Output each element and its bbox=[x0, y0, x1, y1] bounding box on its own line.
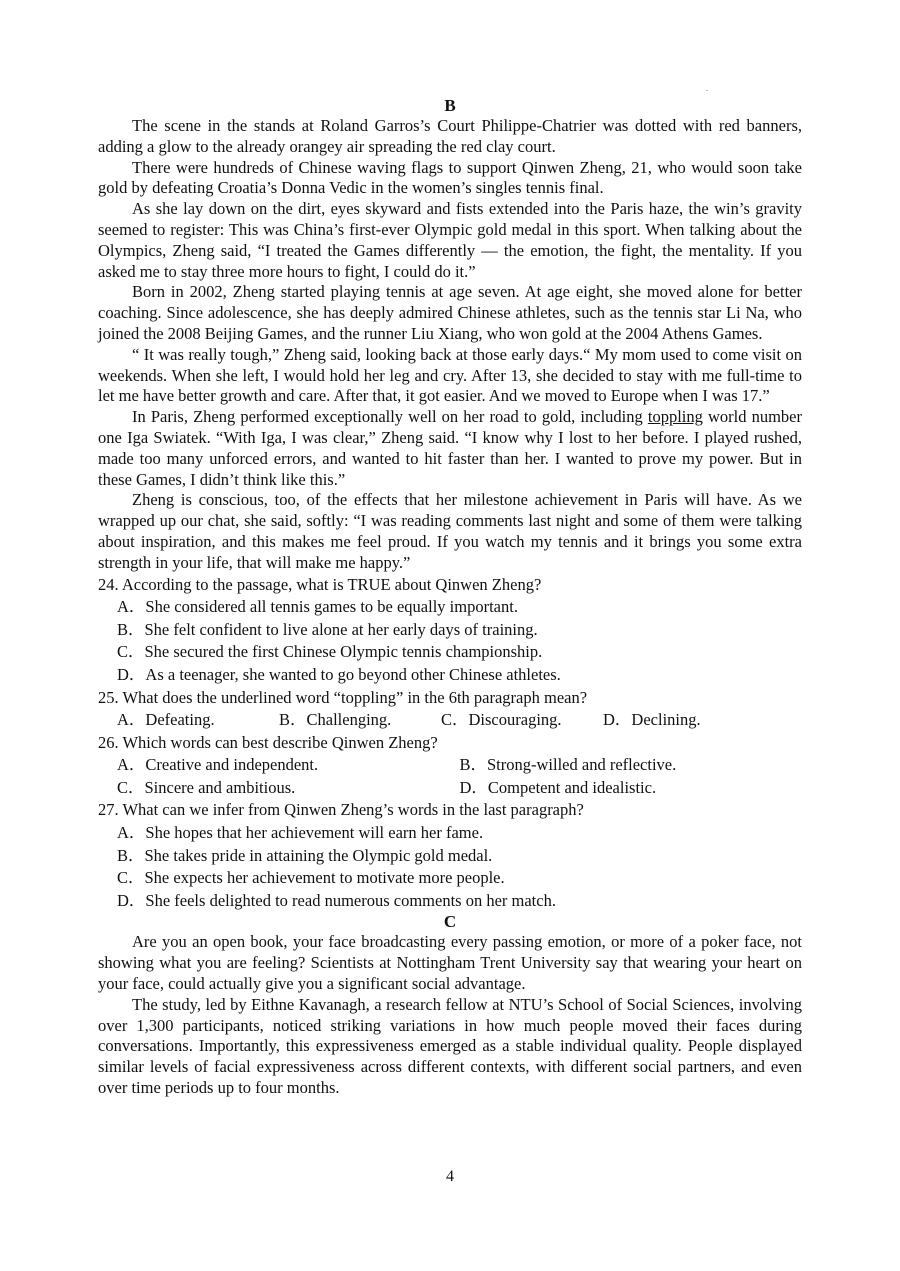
question-25-option-b: B．Challenging. bbox=[279, 710, 392, 730]
question-26-options-row-1 bbox=[98, 754, 802, 777]
question-26-option-b: B．Strong-willed and reflective. bbox=[459, 755, 677, 775]
p6-text-before: In Paris, Zheng performed exceptionally well on her road to gold, including bbox=[132, 407, 648, 427]
question-25-stem: 25. What does the underlined word “toppling” in the 6th paragraph mean? bbox=[98, 687, 588, 707]
section-b-paragraph-2: There were hundreds of Chinese waving flags to support Qinwen Zheng, 21, who would soon take gold by defeating Croatia’s Donna Vedic in the women’s singles tennis final. bbox=[98, 157, 802, 198]
question-26-stem: 26. Which words can best describe Qinwen Zheng? bbox=[98, 732, 438, 752]
question-26-option-a: A．Creative and independent. bbox=[117, 755, 319, 775]
section-b-paragraph-3: As she lay down on the dirt, eyes skyward and fists extended into the Paris haze, the win’s gravity seemed to register: This was China’s first-ever Olympic gold medal in this sport. When talking about the Olympics, Zheng said, “I treated the Games differently — the emotion, the fight, the mentality. If you asked me to stay three more hours to fight, I could do it.” bbox=[98, 199, 802, 281]
question-25-option-a: A．Defeating. bbox=[117, 710, 215, 730]
question-26-options-row-2 bbox=[98, 777, 802, 800]
question-25-option-c: C．Discouraging. bbox=[441, 710, 562, 730]
page-number: 4 bbox=[446, 1168, 454, 1185]
p6-text-after: world number one Iga Swiatek. “With Iga, I was clear,” Zheng said. “I know why I lost to her before. I played rushed, made too many unforced errors, and wanted to hit faster than her. I wanted to prove my power. But in these Games, I didn’t think like this.” bbox=[98, 407, 802, 489]
question-25-option-d: D．Declining. bbox=[603, 710, 701, 730]
question-27-option-a: A．She hopes that her achievement will earn her fame. bbox=[117, 823, 484, 843]
question-27-option-b: B．She takes pride in attaining the Olympic gold medal. bbox=[117, 845, 493, 865]
question-27-stem: 27. What can we infer from Qinwen Zheng’s words in the last paragraph? bbox=[98, 800, 584, 820]
section-c-heading: C bbox=[443, 912, 457, 932]
question-24-option-b: B．She felt confident to live alone at her early days of training. bbox=[117, 619, 538, 639]
question-27-option-c: C．She expects her achievement to motivate more people. bbox=[117, 868, 505, 888]
exam-page bbox=[98, 96, 802, 1099]
section-b-paragraph-7: Zheng is conscious, too, of the effects that her milestone achievement in Paris will have. As we wrapped up our chat, she said, softly: “I was reading comments last night and some of them were talking about inspiration, and this makes me feel proud. If you watch my tennis and it brings you some extra strength in your life, that will make me happy.” bbox=[98, 490, 802, 572]
underlined-word: toppling bbox=[647, 407, 703, 427]
section-c-paragraph-1: Are you an open book, your face broadcasting every passing emotion, or more of a poker face, not showing what you are feeling? Scientists at Nottingham Trent University say that wearing your heart on your face, could actually give you a significant social advantage. bbox=[98, 932, 802, 994]
section-b-paragraph-1: The scene in the stands at Roland Garros’s Court Philippe-Chatrier was dotted with red banners, adding a glow to the already orangey air spreading the red clay court. bbox=[98, 116, 802, 156]
question-24-stem: 24. According to the passage, what is TRUE about Qinwen Zheng? bbox=[98, 574, 542, 594]
question-27-option-d: D．She feels delighted to read numerous comments on her match. bbox=[117, 890, 556, 910]
section-b-heading: B bbox=[444, 96, 456, 115]
section-b-paragraph-4: Born in 2002, Zheng started playing tennis at age seven. At age eight, she moved alone for better coaching. Since adolescence, she has deeply admired Chinese athletes, such as the tennis star Li Na, who joined the 2008 Beijing Games, and the runner Liu Xiang, who won gold at the 2004 Athens Games. bbox=[98, 282, 802, 343]
section-b-paragraph-6 bbox=[98, 407, 802, 490]
question-24-option-d: D．As a teenager, she wanted to go beyond other Chinese athletes. bbox=[117, 664, 561, 684]
section-c-paragraph-2: The study, led by Eithne Kavanagh, a research fellow at NTU’s School of Social Sciences, involving over 1,300 participants, noticed striking variations in how much people moved their faces during conversations. Importantly, this expressiveness emerged as a stable individual quality. People displayed similar levels of facial expressiveness across different contexts, with different social partners, and even over time periods up to four months. bbox=[98, 994, 802, 1098]
section-b-paragraph-5: “ It was really tough,” Zheng said, looking back at those early days.“ My mom used to come visit on weekends. When she left, I would hold her leg and cry. After 13, she decided to stay with me full-time to let me have better growth and care. After that, it got easier. And we moved to Europe when I was 17.” bbox=[98, 344, 802, 406]
stray-dot: . bbox=[706, 84, 708, 93]
question-24-option-a: A．She considered all tennis games to be equally important. bbox=[117, 597, 518, 617]
question-24-option-c: C．She secured the first Chinese Olympic tennis championship. bbox=[117, 642, 543, 662]
question-26-option-c: C．Sincere and ambitious. bbox=[117, 777, 296, 797]
question-25-options bbox=[98, 709, 802, 732]
question-26-option-d: D．Competent and idealistic. bbox=[459, 777, 657, 797]
